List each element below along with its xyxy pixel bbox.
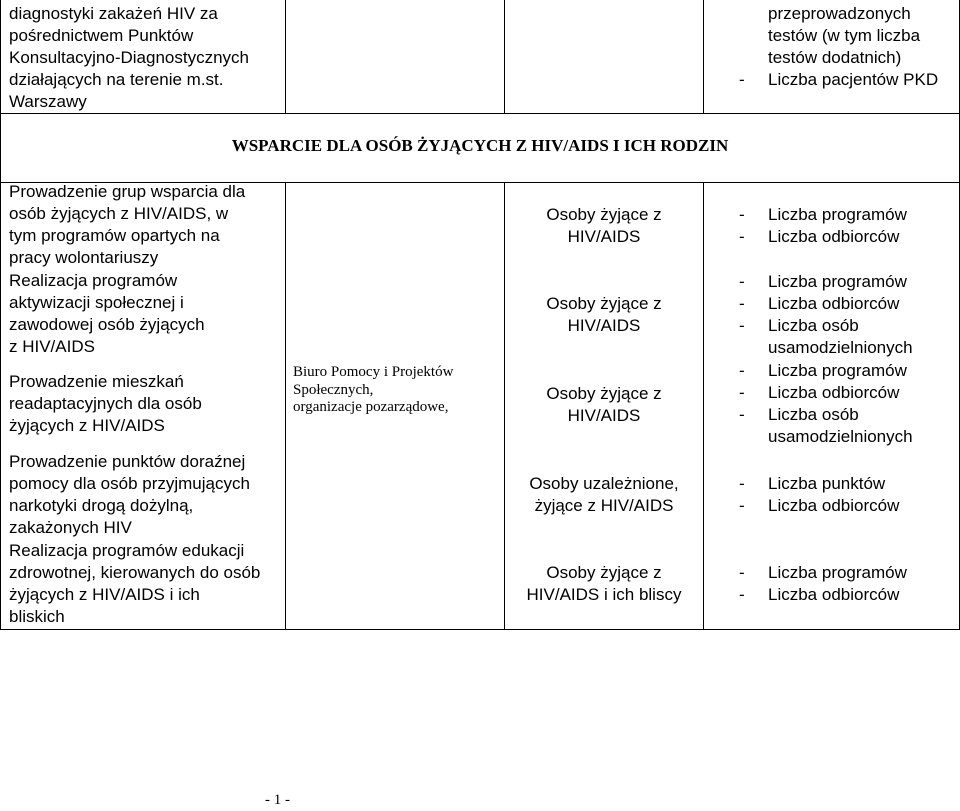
top-row-col3-cell [504,0,704,114]
dash: - [739,496,745,515]
target-group-line: żyjące z HIV/AIDS [534,496,674,515]
activity-2-line: z HIV/AIDS [9,337,95,356]
indicator-label: Liczba odbiorców [768,227,900,246]
activity-4-line: zakażonych HIV [9,518,132,537]
dash: - [739,294,745,313]
dash: - [739,563,745,582]
target-group-line: HIV/AIDS [567,227,641,246]
activity-3-line: Prowadzenie mieszkań [9,372,184,391]
target-group-line: Osoby żyjące z [546,294,662,313]
target-group-line: Osoby uzależnione, [529,474,679,493]
indicator-label: Liczba punktów [768,474,886,493]
indicator-continuation: usamodzielnionych [768,338,913,357]
text-line: testów (w tym liczba [768,26,921,45]
activity-5-line: bliskich [9,607,65,626]
activity-5-line: zdrowotnej, kierowanych do osób [9,563,261,582]
indicator-label: Liczba programów [768,272,907,291]
activity-4-line: Prowadzenie punktów doraźnej [9,452,246,471]
dash: - [739,70,745,89]
page-number: - 1 - [265,792,290,808]
indicator-label: Liczba programów [768,563,907,582]
target-group-line: Osoby żyjące z [546,205,662,224]
activity-3-line: żyjących z HIV/AIDS [9,416,165,435]
section-header: WSPARCIE DLA OSÓB ŻYJĄCYCH Z HIV/AIDS I ICH RODZIN [231,136,729,155]
indicator-label: Liczba programów [768,205,907,224]
text-line: działających na terenie m.st. [9,70,224,89]
target-group-line: Osoby żyjące z [546,563,662,582]
top-row-col2-cell [285,0,505,114]
dash: - [739,474,745,493]
indicator-label: Liczba osób [768,405,859,424]
dash: - [739,205,745,224]
target-group-line: HIV/AIDS [567,406,641,425]
activity-4-line: pomocy dla osób przyjmujących [9,474,250,493]
target-group-line: HIV/AIDS i ich bliscy [526,585,682,604]
text-line: testów dodatnich) [768,48,902,67]
indicator-label: Liczba odbiorców [768,585,900,604]
indicator-label: Liczba pacjentów PKD [768,70,939,89]
activity-5-line: Realizacja programów edukacji [9,541,245,560]
activity-1-line: osób żyjących z HIV/AIDS, w [9,204,229,223]
indicator-label: Liczba odbiorców [768,496,900,515]
activity-2-line: Realizacja programów [9,271,178,290]
dash: - [739,227,745,246]
dash: - [739,361,745,380]
responsible-line: organizacje pozarządowe, [293,399,449,415]
activity-2-line: zawodowej osób żyjących [9,315,205,334]
target-group-line: HIV/AIDS [567,316,641,335]
activity-5-line: żyjących z HIV/AIDS i ich [9,585,200,604]
dash: - [739,585,745,604]
dash: - [739,272,745,291]
dash: - [739,383,745,402]
text-line: Warszawy [9,92,87,111]
dash: - [739,405,745,424]
dash: - [739,316,745,335]
activity-2-line: aktywizacji społecznej i [9,293,184,312]
text-line: pośrednictwem Punktów [9,26,194,45]
responsible-line: Biuro Pomocy i Projektów [293,364,454,380]
target-group-line: Osoby żyjące z [546,384,662,403]
indicator-continuation: usamodzielnionych [768,427,913,446]
text-line: przeprowadzonych [768,4,911,23]
indicator-label: Liczba odbiorców [768,383,900,402]
indicator-label: Liczba programów [768,361,907,380]
activity-1-line: tym programów opartych na [9,226,220,245]
responsible-line: Społecznych, [293,381,374,398]
indicator-label: Liczba odbiorców [768,294,900,313]
activity-3-line: readaptacyjnych dla osób [9,394,202,413]
activity-1-line: Prowadzenie grup wsparcia dla [9,182,246,201]
activity-1-line: pracy wolontariuszy [9,248,159,267]
text-line: diagnostyki zakażeń HIV za [9,4,218,23]
activity-4-line: narkotyki drogą dożylną, [9,496,194,515]
text-line: Konsultacyjno-Diagnostycznych [9,48,250,67]
indicator-label: Liczba osób [768,316,859,335]
